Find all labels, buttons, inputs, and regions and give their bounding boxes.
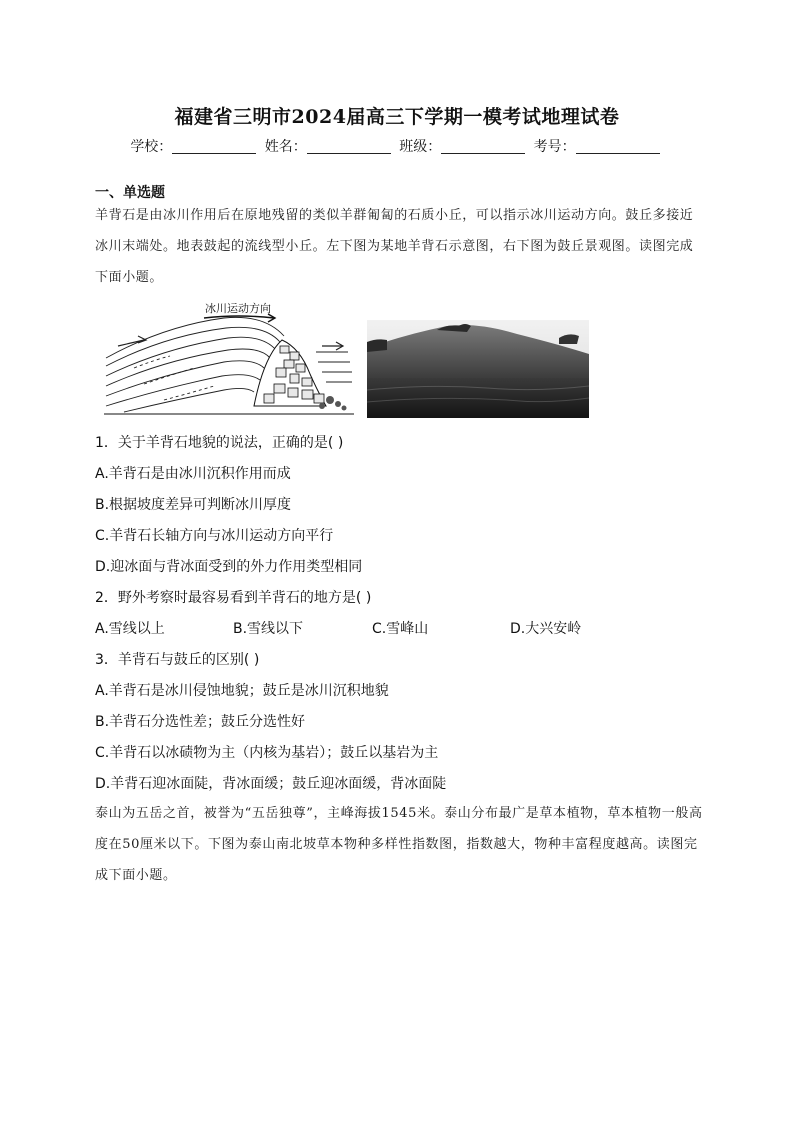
- name-blank[interactable]: [307, 139, 391, 154]
- question-3-option-b[interactable]: B.羊背石分选性差；鼓丘分选性好: [95, 714, 306, 730]
- passage-roche-moutonnee: 羊背石是由冰川作用后在原地残留的类似羊群匍匐的石质小丘，可以指示冰川运动方向。鼓丘多接近冰川末端处。地表鼓起的流线型小丘。左下图为某地羊背石示意图，右下图为鼓丘景观图。读图完成下面小题。: [95, 208, 694, 285]
- left-trees: [367, 339, 387, 352]
- student-info-row: [0, 136, 794, 156]
- question-2-option-b[interactable]: B.雪线以下: [233, 621, 304, 637]
- question-1-option-d[interactable]: D.迎冰面与背冰面受到的外力作用类型相同: [95, 559, 363, 575]
- question-1-option-b[interactable]: B.根据坡度差异可判断冰川厚度: [95, 497, 292, 513]
- passage-mount-tai: 泰山为五岳之首，被誉为“五岳独尊”，主峰海拔1545米。泰山分布最广是草本植物，草本植物一般高度在50厘米以下。下图为泰山南北坡草本物种多样性指数图，指数越大，物种丰富程度越高。读图完成下面小题。: [95, 806, 703, 883]
- class-blank[interactable]: [441, 139, 525, 154]
- glacier-direction-label: 冰川运动方向: [205, 302, 271, 315]
- question-1-option-c[interactable]: C.羊背石长轴方向与冰川运动方向平行: [95, 528, 334, 544]
- foreground: [367, 378, 589, 418]
- exam-number-blank[interactable]: [576, 139, 660, 154]
- question-2-option-d[interactable]: D.大兴安岭: [510, 621, 582, 637]
- question-1-option-a[interactable]: A.羊背石是由冰川沉积作用而成: [95, 466, 291, 482]
- school-label: 学校：: [130, 139, 173, 155]
- question-2-option-a[interactable]: A.雪线以上: [95, 621, 165, 637]
- bedrock-hump: [254, 340, 347, 411]
- question-3-option-c[interactable]: C.羊背石以冰碛物为主（内核为基岩）；鼓丘以基岩为主: [95, 745, 439, 761]
- name-label: 姓名：: [264, 139, 307, 155]
- question-3-option-d[interactable]: D.羊背石迎冰面陡，背冰面缓；鼓丘迎冰面缓，背冰面陡: [95, 776, 447, 792]
- downstream-flow-lines: [316, 342, 352, 382]
- question-1-stem: 1．关于羊背石地貌的说法，正确的是( ): [95, 435, 344, 451]
- question-2-option-c[interactable]: C.雪峰山: [372, 621, 429, 637]
- school-blank[interactable]: [172, 139, 256, 154]
- section-heading: 一、单选题: [95, 185, 165, 201]
- glacier-direction-arrow: [204, 314, 275, 322]
- drumlin-landscape-photo: [367, 320, 589, 418]
- exam-number-label: 考号：: [533, 139, 576, 155]
- class-label: 班级：: [399, 139, 442, 155]
- question-2-options: [95, 618, 705, 638]
- exam-title: 福建省三明市2024届高三下学期一模考试地理试卷: [174, 106, 620, 128]
- question-3-option-a[interactable]: A.羊背石是冰川侵蚀地貌；鼓丘是冰川沉积地貌: [95, 683, 389, 699]
- question-3-stem: 3．羊背石与鼓丘的区别( ): [95, 652, 260, 668]
- roche-moutonnee-diagram: [104, 296, 354, 416]
- question-2-stem: 2．野外考察时最容易看到羊背石的地方是( ): [95, 590, 372, 606]
